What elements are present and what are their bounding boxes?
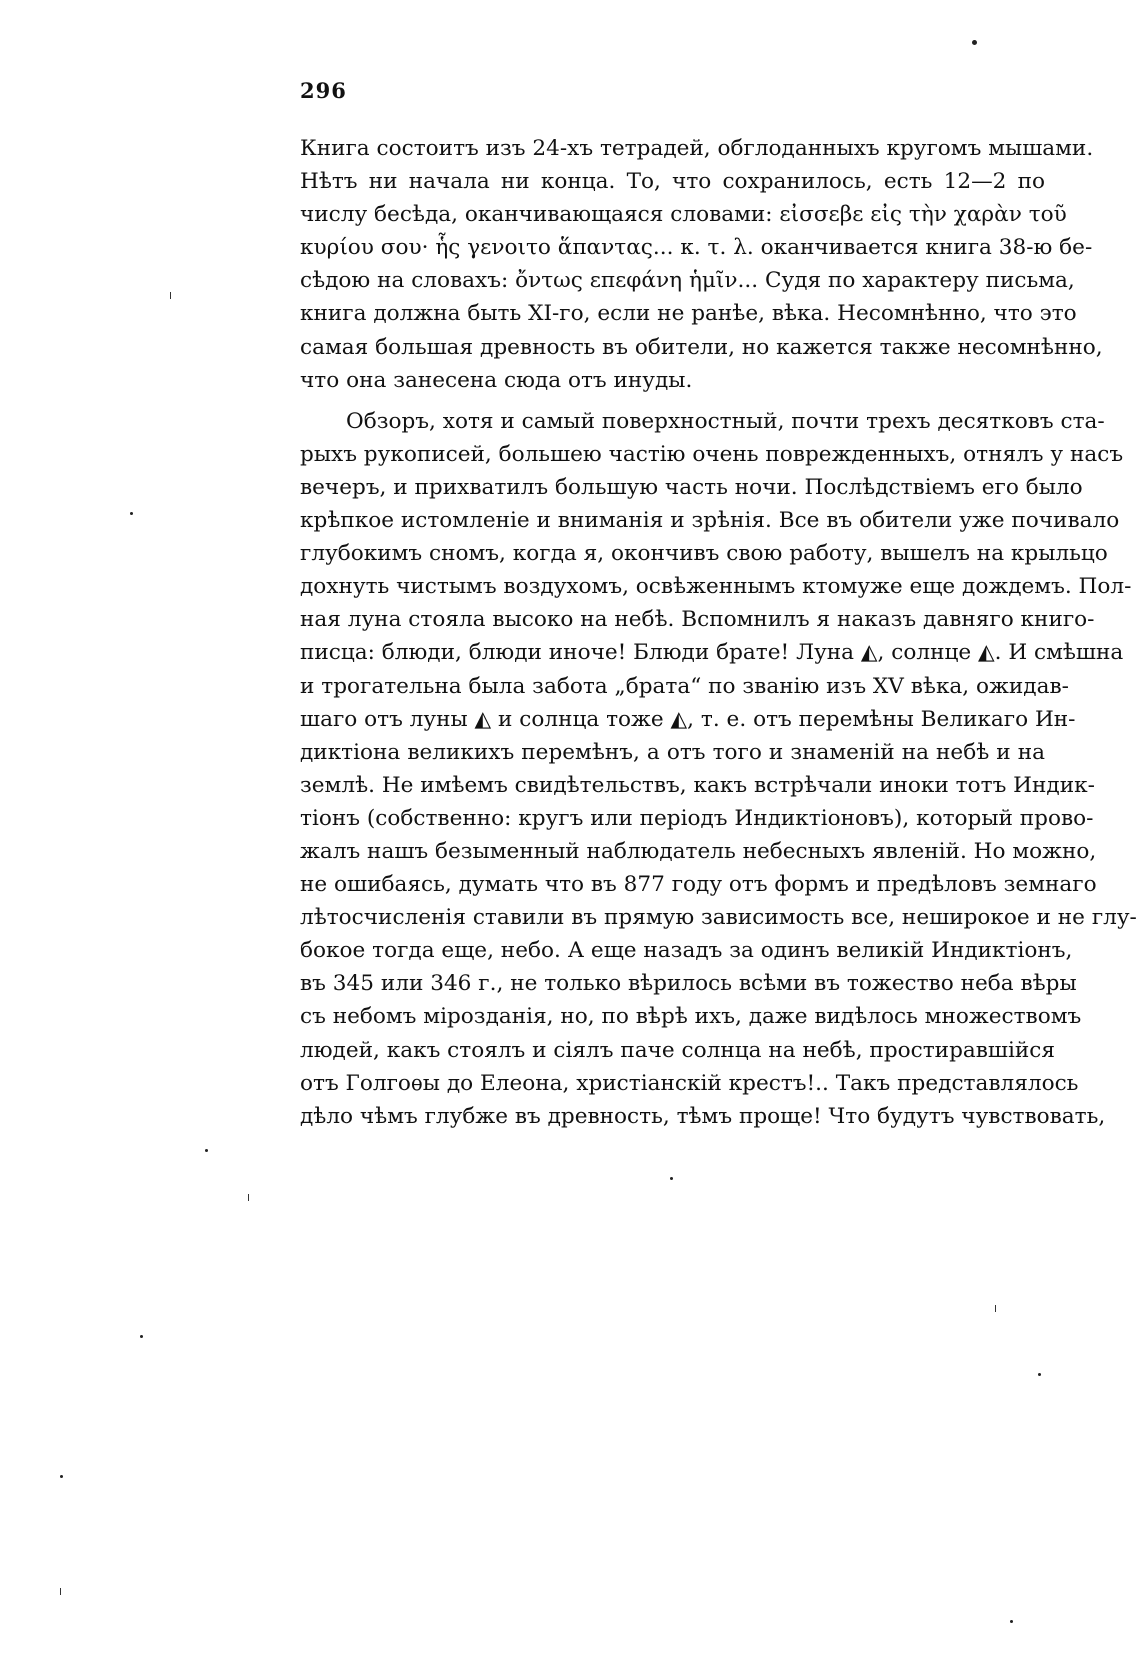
text-line: сѣдою на словахъ: ὄντως επεφάνη ἡμῖν... Судя по характеру письма, <box>300 268 1075 294</box>
text-line: диктіона великихъ перемѣнъ, а отъ того и знаменій на небѣ и на <box>300 739 1045 765</box>
scan-speck <box>995 1305 996 1312</box>
text-line: дохнуть чистымъ воздухомъ, освѣженнымъ ктомуже еще дождемъ. Пол- <box>300 574 1132 600</box>
text-line: книга должна быть XI-го, если не ранѣе, вѣка. Несомнѣнно, что это <box>300 301 1077 327</box>
text-line: крѣпкое истомленіе и вниманія и зрѣнія. Все въ обители уже почивало <box>300 508 1120 534</box>
text-line: дѣло чѣмъ глубже въ древность, тѣмъ проще! Что будутъ чувствовать, <box>300 1103 1106 1129</box>
text-line: числу бесѣда, оканчивающаяся словами: εἰσσεβε εἰς τὴν χαρὰν τοῦ <box>300 202 1067 228</box>
text-line: вечеръ, и прихватилъ большую часть ночи. Послѣдствіемъ его было <box>300 474 1083 500</box>
text-line: въ 345 или 346 г., не только вѣрилось всѣми въ тожество неба вѣры <box>300 971 1077 997</box>
text-line: Нѣтъ ни начала ни конца. То, что сохранилось, есть 12—2 по <box>300 169 1045 195</box>
scan-speck <box>1038 1373 1041 1376</box>
text-line: κυρίου σου· ἧς γενοιτο ἅπαντας... κ. τ. λ. оканчивается книга 38-ю бе- <box>300 235 1093 261</box>
scan-speck <box>130 512 133 515</box>
text-line: рыхъ рукописей, большею частію очень поврежденныхъ, отнялъ у насъ <box>300 441 1124 467</box>
text-line: шаго отъ луны ◭ и солнца тоже ◭, т. е. отъ перемѣны Великаго Ин- <box>300 706 1076 732</box>
text-line: землѣ. Не имѣемъ свидѣтельствъ, какъ встрѣчали иноки тотъ Индик- <box>300 772 1095 798</box>
body-text <box>300 132 1137 1133</box>
text-line: людей, какъ стоялъ и сіялъ паче солнца на небѣ, простиравшійся <box>300 1037 1056 1063</box>
text-line: тіонъ (собственно: кругъ или періодъ Индиктіоновъ), который прово- <box>300 805 1094 831</box>
text-line: Книга состоитъ изъ 24-хъ тетрадей, обглоданныхъ кругомъ мышами. <box>300 136 1094 161</box>
text-line: Обзоръ, хотя и самый поверхностный, почти трехъ десятковъ ста- <box>346 408 1105 434</box>
text-line: глубокимъ сномъ, когда я, окончивъ свою работу, вышелъ на крыльцо <box>300 541 1108 567</box>
scan-speck <box>60 1475 63 1478</box>
scan-speck <box>972 40 977 45</box>
text-line: отъ Голгоѳы до Елеона, христіанскій крестъ!.. Такъ представлялось <box>300 1070 1079 1096</box>
scan-speck <box>205 1149 208 1152</box>
scan-speck <box>140 1335 143 1338</box>
scan-speck <box>1010 1620 1013 1623</box>
page-number: 296 <box>300 78 347 103</box>
paragraph-2 <box>300 405 1137 1133</box>
text-line: съ небомъ мірозданія, но, по вѣрѣ ихъ, даже видѣлось множествомъ <box>300 1004 1082 1030</box>
text-line: самая большая древность въ обители, но кажется также несомнѣнно, <box>300 334 1103 360</box>
text-line: бокое тогда еще, небо. А еще назадъ за одинъ великій Индиктіонъ, <box>300 938 1073 964</box>
scan-speck <box>60 1588 61 1595</box>
text-line: ная луна стояла высоко на небѣ. Вспомнилъ я наказъ давняго книго- <box>300 607 1095 633</box>
text-line: писца: блюди, блюди иноче! Блюди брате! Луна ◭, солнце ◭. И смѣшна <box>300 640 1124 666</box>
text-line: и трогательна была забота „брата“ по званію изъ XV вѣка, ожидав- <box>300 673 1069 699</box>
text-line: лѣтосчисленія ставили въ прямую зависимость все, неширокое и не глу- <box>300 905 1137 931</box>
text-line: жалъ нашъ безыменный наблюдатель небесныхъ явленій. Но можно, <box>300 838 1097 864</box>
paragraph-1 <box>300 132 1103 397</box>
text-line: что она занесена сюда отъ инуды. <box>300 367 693 393</box>
scan-speck <box>670 1177 673 1180</box>
scan-speck <box>248 1194 249 1201</box>
text-line: не ошибаясь, думать что въ 877 году отъ формъ и предѣловъ земнаго <box>300 872 1097 898</box>
scan-speck <box>170 292 171 299</box>
